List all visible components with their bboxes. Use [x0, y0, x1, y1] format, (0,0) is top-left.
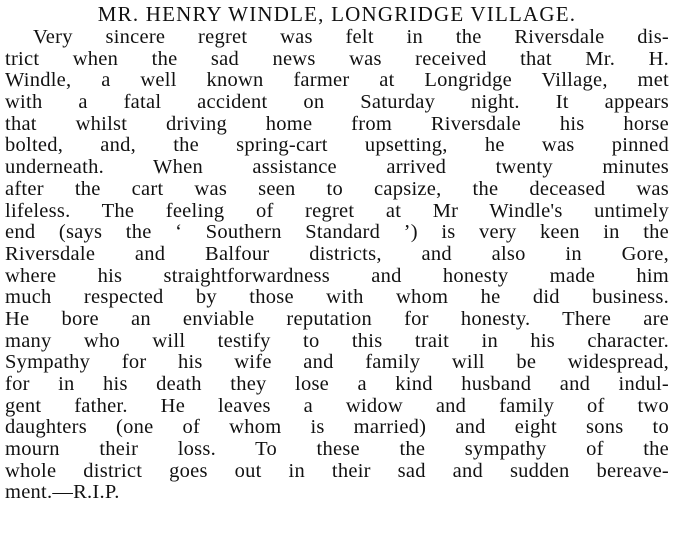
article-line: where his straightforwardness and honesty made him	[5, 264, 669, 287]
article-line: underneath. When assistance arrived twenty minutes	[5, 156, 669, 179]
article-headline: MR. HENRY WINDLE, LONGRIDGE VILLAGE.	[97, 2, 577, 26]
article-line: daughters (one of whom is married) and eight sons to	[5, 416, 669, 439]
article-line: Sympathy for his wife and family will be widespread,	[5, 351, 669, 374]
article-line: much respected by those with whom he did business.	[5, 286, 669, 309]
article-line: mourn their loss. To these the sympathy of the	[5, 438, 669, 461]
article-line: that whilst driving home from Riversdale his horse	[5, 112, 669, 135]
article-line: whole district goes out in their sad and sudden bereave-	[5, 459, 669, 482]
article-line: after the cart was seen to capsize, the deceased was	[5, 177, 669, 200]
article-line: with a fatal accident on Saturday night. It appears	[5, 91, 669, 114]
article-line: trict when the sad news was received that Mr. H.	[5, 47, 669, 70]
article-body	[5, 27, 669, 504]
article-line: Windle, a well known farmer at Longridge Village, met	[5, 69, 669, 92]
article-line: ment.—R.I.P.	[5, 481, 120, 504]
article-line: bolted, and, the spring-cart upsetting, he was pinned	[5, 134, 669, 157]
article-line: for in his death they lose a kind husband and indul-	[5, 373, 669, 395]
article-line: end (says the ‘ Southern Standard ’) is very keen in the	[5, 221, 669, 244]
article-line: He bore an enviable reputation for honesty. There are	[5, 307, 669, 330]
article-line: Riversdale and Balfour districts, and also in Gore,	[5, 242, 669, 265]
article-line: gent father. He leaves a widow and family of two	[5, 394, 669, 417]
article-line: many who will testify to this trait in his character.	[5, 329, 669, 352]
article-line: lifeless. The feeling of regret at Mr Windle's untimely	[5, 199, 669, 222]
article-line: Very sincere regret was felt in the Riversdale dis-	[33, 26, 669, 48]
